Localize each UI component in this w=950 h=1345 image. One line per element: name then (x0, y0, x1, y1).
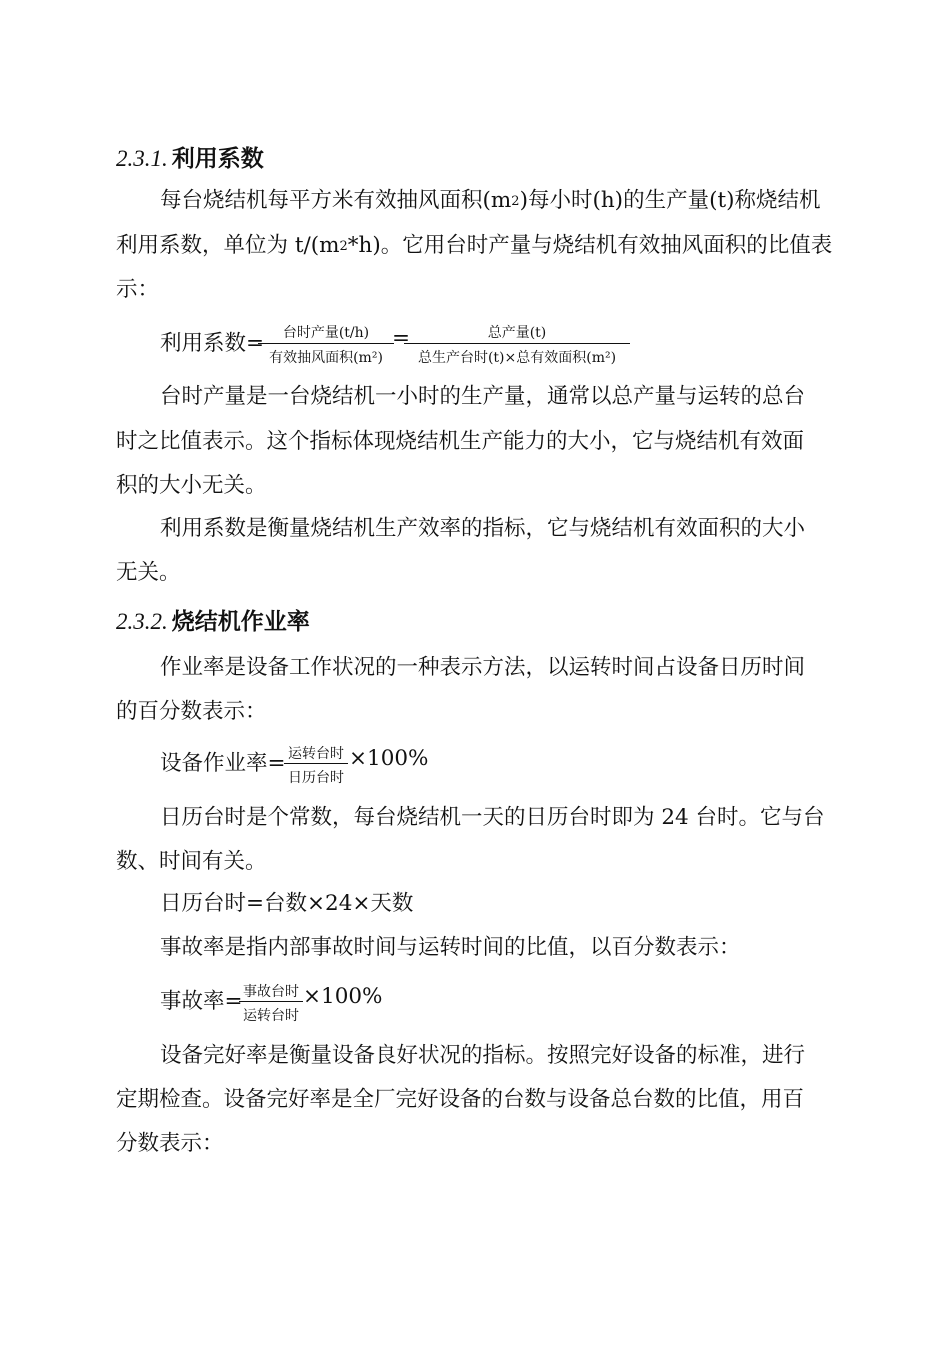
formula-calendar-hours: 日历台时=台数×24×天数 (160, 891, 414, 916)
section-heading-2-3-1 (116, 140, 264, 173)
section-heading-2-3-2 (116, 603, 310, 636)
paragraph-line: 数、时间有关。 (116, 849, 267, 874)
section-title: 利用系数 (171, 146, 264, 172)
section-number: 2.3.1. (116, 146, 168, 171)
formula-rhs: ×100% (349, 746, 429, 771)
fraction-denominator: 总生产台时(t)×总有效面积(m²) (417, 350, 617, 366)
paragraph-line: 利用系数是衡量烧结机生产效率的指标，它与烧结机有效面积的大小 (160, 516, 806, 541)
formula-equals: = (392, 326, 411, 351)
paragraph-line: 事故率是指内部事故时间与运转时间的比值，以百分数表示： (160, 935, 741, 960)
paragraph-line: 积的大小无关。 (116, 473, 267, 498)
fraction-numerator: 总产量(t) (487, 325, 547, 341)
paragraph-line: 作业率是设备工作状况的一种表示方法，以运转时间占设备日历时间 (160, 655, 806, 680)
section-number: 2.3.2. (116, 609, 168, 634)
section-title: 烧结机作业率 (171, 609, 310, 635)
formula-lhs: 事故率= (160, 989, 243, 1014)
fraction-numerator: 运转台时 (288, 746, 344, 762)
paragraph-line: 台时产量是一台烧结机一小时的生产量，通常以总产量与运转的总台 (160, 384, 806, 409)
paragraph-line: 无关。 (116, 560, 181, 585)
fraction-bar (284, 763, 348, 764)
fraction-bar (258, 343, 394, 344)
fraction-bar (404, 343, 630, 344)
fraction-numerator: 事故台时 (243, 984, 299, 1000)
paragraph-line: 日历台时是个常数，每台烧结机一天的日历台时即为 24 台时。它与台 (160, 805, 825, 830)
fraction-denominator: 运转台时 (243, 1008, 299, 1024)
paragraph-line: 定期检查。设备完好率是全厂完好设备的台数与设备总台数的比值，用百 (116, 1087, 805, 1112)
paragraph-line: 分数表示： (116, 1131, 224, 1156)
fraction-denominator: 日历台时 (288, 770, 344, 786)
fraction-numerator: 台时产量(t/h) (282, 325, 370, 341)
paragraph-line: 每台烧结机每平方米有效抽风面积(m2)每小时(h)的生产量(t)称烧结机 (160, 188, 821, 213)
formula-rhs: ×100% (303, 984, 383, 1009)
fraction-denominator: 有效抽风面积(m²) (269, 350, 383, 366)
paragraph-line: 设备完好率是衡量设备良好状况的指标。按照完好设备的标准，进行 (160, 1043, 806, 1068)
paragraph-line: 示： (116, 277, 160, 302)
paragraph-line: 的百分数表示： (116, 699, 267, 724)
paragraph-line: 时之比值表示。这个指标体现烧结机生产能力的大小，它与烧结机有效面 (116, 429, 805, 454)
formula-lhs: 设备作业率= (160, 751, 286, 776)
formula-lhs: 利用系数= (160, 331, 265, 356)
paragraph-line: 利用系数，单位为 t/(m2*h)。它用台时产量与烧结机有效抽风面积的比值表 (116, 233, 833, 258)
fraction-bar (239, 1001, 303, 1002)
